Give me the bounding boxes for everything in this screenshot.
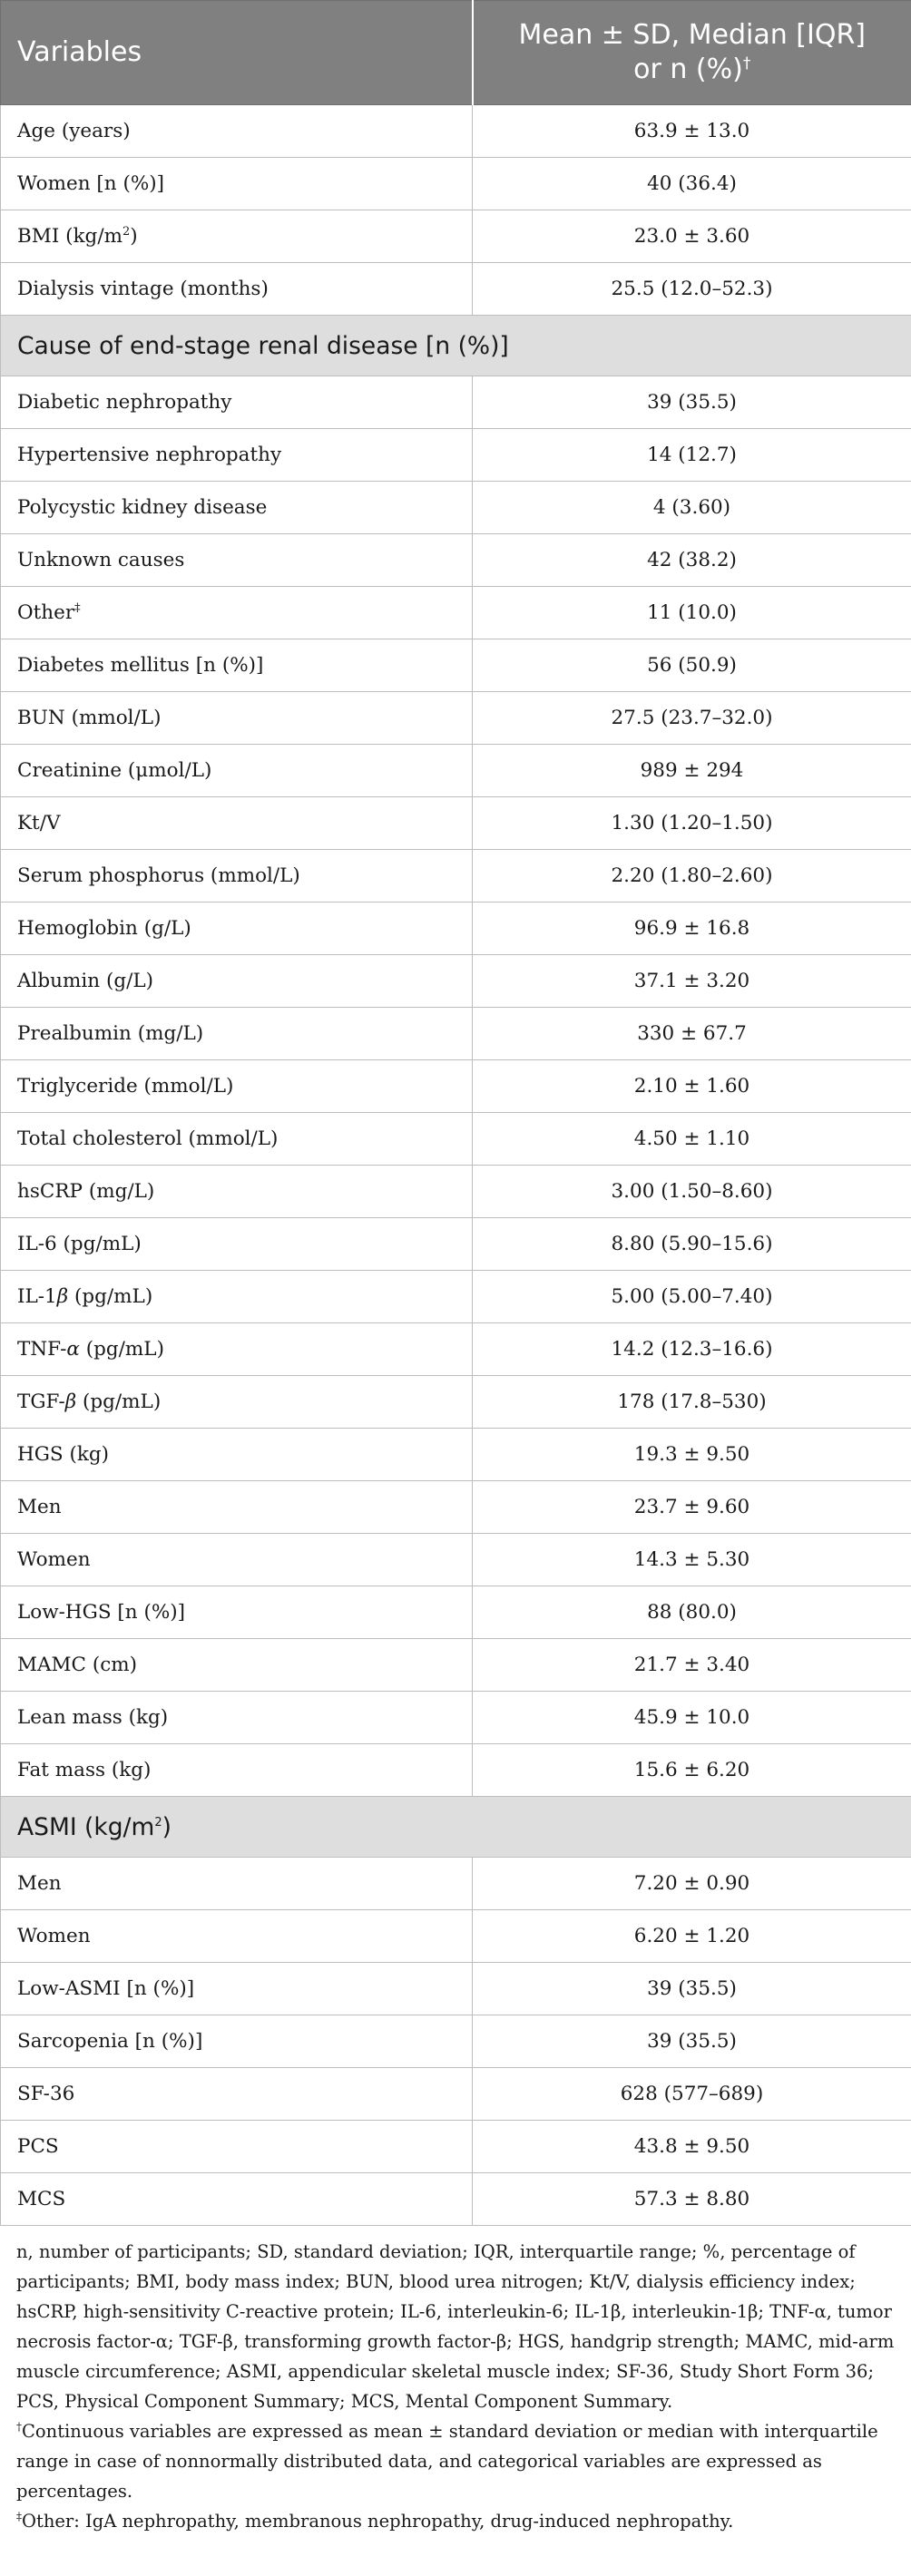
variable-cell: Serum phosphorus (mmol/L) <box>1 850 473 903</box>
variable-cell: IL-6 (pg/mL) <box>1 1218 473 1271</box>
table-row <box>1 1534 911 1586</box>
table-row <box>1 587 911 639</box>
value-cell: 43.8 ± 9.50 <box>473 2121 911 2173</box>
table-row <box>1 1639 911 1692</box>
variable-cell: Low-ASMI [n (%)] <box>1 1963 473 2015</box>
table-row <box>1 639 911 692</box>
variable-cell: TGF-β (pg/mL) <box>1 1376 473 1429</box>
value-cell: 23.0 ± 3.60 <box>473 210 911 263</box>
variable-cell: IL-1β (pg/mL) <box>1 1271 473 1323</box>
value-cell: 11 (10.0) <box>473 587 911 639</box>
table-footnotes <box>0 2226 911 2536</box>
value-cell: 25.5 (12.0–52.3) <box>473 263 911 316</box>
variable-cell: Diabetes mellitus [n (%)] <box>1 639 473 692</box>
dagger-mark: † <box>742 54 751 73</box>
value-cell: 330 ± 67.7 <box>473 1008 911 1060</box>
table-row <box>1 210 911 263</box>
variable-cell: Women [n (%)] <box>1 158 473 210</box>
value-cell: 2.20 (1.80–2.60) <box>473 850 911 903</box>
value-cell: 56 (50.9) <box>473 639 911 692</box>
table-row <box>1 1376 911 1429</box>
variable-cell: Men <box>1 1858 473 1910</box>
section-label: Cause of end-stage renal disease [n (%)] <box>1 316 911 376</box>
value-cell: 39 (35.5) <box>473 376 911 429</box>
variable-cell: Total cholesterol (mmol/L) <box>1 1113 473 1166</box>
table-row <box>1 1692 911 1744</box>
section-label: ASMI $(kg/m^2)$ <box>1 1797 911 1858</box>
table-row <box>1 263 911 316</box>
value-cell: 57.3 ± 8.80 <box>473 2173 911 2226</box>
value-cell: 6.20 ± 1.20 <box>473 1910 911 1963</box>
value-cell: 178 (17.8–530) <box>473 1376 911 1429</box>
variable-cell: Age (years) <box>1 105 473 158</box>
variable-cell: BMI $(kg/m^2)$ <box>1 210 473 263</box>
table-row <box>1 482 911 534</box>
table-header-row <box>1 1 911 105</box>
value-cell: 14.3 ± 5.30 <box>473 1534 911 1586</box>
table-row <box>1 1744 911 1797</box>
variable-cell: Kt/V <box>1 797 473 850</box>
variable-cell: Prealbumin (mg/L) <box>1 1008 473 1060</box>
variable-cell: Women <box>1 1534 473 1586</box>
table-row <box>1 1858 911 1910</box>
table-row <box>1 903 911 955</box>
variable-cell: Men <box>1 1481 473 1534</box>
footnote-abbreviations: n, number of participants; SD, standard deviation; IQR, interquartile range; %, percentage of participants; BMI, body mass index; BUN, blood urea nitrogen; Kt/V, dialysis efficiency index; hsCRP, high-sensitivity C-reactive protein; IL-6, interleukin-6; IL-1β, interleukin-1β; TNF-α, tumor necrosis factor-α; TGF-β, transforming growth factor-β; HGS, handgrip strength; MAMC, mid-arm muscle circumference; ASMI, appendicular skeletal muscle index; SF-36, Study Short Form 36; PCS, Physical Component Summary; MCS, Mental Component Summary. <box>16 2241 895 2412</box>
value-cell: 1.30 (1.20–1.50) <box>473 797 911 850</box>
variable-cell: Other‡ <box>1 587 473 639</box>
value-cell: 39 (35.5) <box>473 2015 911 2068</box>
table-row <box>1 955 911 1008</box>
variable-cell: Albumin (g/L) <box>1 955 473 1008</box>
variable-cell: hsCRP (mg/L) <box>1 1166 473 1218</box>
value-cell: 63.9 ± 13.0 <box>473 105 911 158</box>
value-cell: 19.3 ± 9.50 <box>473 1429 911 1481</box>
table-row <box>1 1586 911 1639</box>
table-row <box>1 1323 911 1376</box>
table-body <box>1 105 911 2226</box>
variable-cell: Dialysis vintage (months) <box>1 263 473 316</box>
header-statistics: Mean ± SD, Median [IQR] or n (%)† <box>473 1 911 105</box>
variable-cell: Lean mass (kg) <box>1 1692 473 1744</box>
header-variables: Variables <box>1 1 473 105</box>
value-cell: 27.5 (23.7–32.0) <box>473 692 911 745</box>
table-row <box>1 1008 911 1060</box>
value-cell: 40 (36.4) <box>473 158 911 210</box>
variable-cell: Women <box>1 1910 473 1963</box>
table-row <box>1 1060 911 1113</box>
value-cell: 42 (38.2) <box>473 534 911 587</box>
value-cell: 14.2 (12.3–16.6) <box>473 1323 911 1376</box>
value-cell: 14 (12.7) <box>473 429 911 482</box>
value-cell: 39 (35.5) <box>473 1963 911 2015</box>
value-cell: 8.80 (5.90–15.6) <box>473 1218 911 1271</box>
table-row <box>1 1910 911 1963</box>
variable-cell: MCS <box>1 2173 473 2226</box>
table-row <box>1 797 911 850</box>
variable-cell: SF-36 <box>1 2068 473 2121</box>
footnote-dagger: †Continuous variables are expressed as mean ± standard deviation or median with interquartile range in case of nonnormally distributed data, and categorical variables are expressed as percentages. <box>16 2420 878 2502</box>
value-cell: 3.00 (1.50–8.60) <box>473 1166 911 1218</box>
value-cell: 7.20 ± 0.90 <box>473 1858 911 1910</box>
variable-cell: Diabetic nephropathy <box>1 376 473 429</box>
value-cell: 88 (80.0) <box>473 1586 911 1639</box>
table-row <box>1 692 911 745</box>
value-cell: 5.00 (5.00–7.40) <box>473 1271 911 1323</box>
value-cell: 96.9 ± 16.8 <box>473 903 911 955</box>
value-cell: 21.7 ± 3.40 <box>473 1639 911 1692</box>
variable-cell: TNF-α (pg/mL) <box>1 1323 473 1376</box>
table-row <box>1 376 911 429</box>
table-row <box>1 1113 911 1166</box>
variable-cell: PCS <box>1 2121 473 2173</box>
variable-cell: HGS (kg) <box>1 1429 473 1481</box>
variable-cell: Polycystic kidney disease <box>1 482 473 534</box>
table-row <box>1 2068 911 2121</box>
table-row <box>1 745 911 797</box>
table-row <box>1 534 911 587</box>
table-row <box>1 850 911 903</box>
value-cell: 4 (3.60) <box>473 482 911 534</box>
table-row <box>1 1481 911 1534</box>
variable-cell: Fat mass (kg) <box>1 1744 473 1797</box>
section-header-row <box>1 316 911 376</box>
table-row <box>1 1963 911 2015</box>
variable-cell: Unknown causes <box>1 534 473 587</box>
value-cell: 23.7 ± 9.60 <box>473 1481 911 1534</box>
table-row <box>1 1271 911 1323</box>
footnote-double-dagger: ‡Other: IgA nephropathy, membranous nephropathy, drug-induced nephropathy. <box>16 2510 734 2532</box>
variable-cell: Sarcopenia [n (%)] <box>1 2015 473 2068</box>
variable-cell: Low-HGS [n (%)] <box>1 1586 473 1639</box>
value-cell: 4.50 ± 1.10 <box>473 1113 911 1166</box>
variable-cell: Hemoglobin (g/L) <box>1 903 473 955</box>
variable-cell: Creatinine (μmol/L) <box>1 745 473 797</box>
value-cell: 2.10 ± 1.60 <box>473 1060 911 1113</box>
section-header-row <box>1 1797 911 1858</box>
table-row <box>1 1218 911 1271</box>
table-row <box>1 158 911 210</box>
variable-cell: BUN (mmol/L) <box>1 692 473 745</box>
table-row <box>1 1166 911 1218</box>
value-cell: 45.9 ± 10.0 <box>473 1692 911 1744</box>
table-row <box>1 2121 911 2173</box>
variable-cell: MAMC (cm) <box>1 1639 473 1692</box>
table-row <box>1 105 911 158</box>
variable-cell: Hypertensive nephropathy <box>1 429 473 482</box>
table-row <box>1 2173 911 2226</box>
value-cell: 989 ± 294 <box>473 745 911 797</box>
value-cell: 15.6 ± 6.20 <box>473 1744 911 1797</box>
variable-cell: Triglyceride (mmol/L) <box>1 1060 473 1113</box>
table-row <box>1 429 911 482</box>
table-row <box>1 2015 911 2068</box>
table-row <box>1 1429 911 1481</box>
value-cell: 37.1 ± 3.20 <box>473 955 911 1008</box>
value-cell: 628 (577–689) <box>473 2068 911 2121</box>
